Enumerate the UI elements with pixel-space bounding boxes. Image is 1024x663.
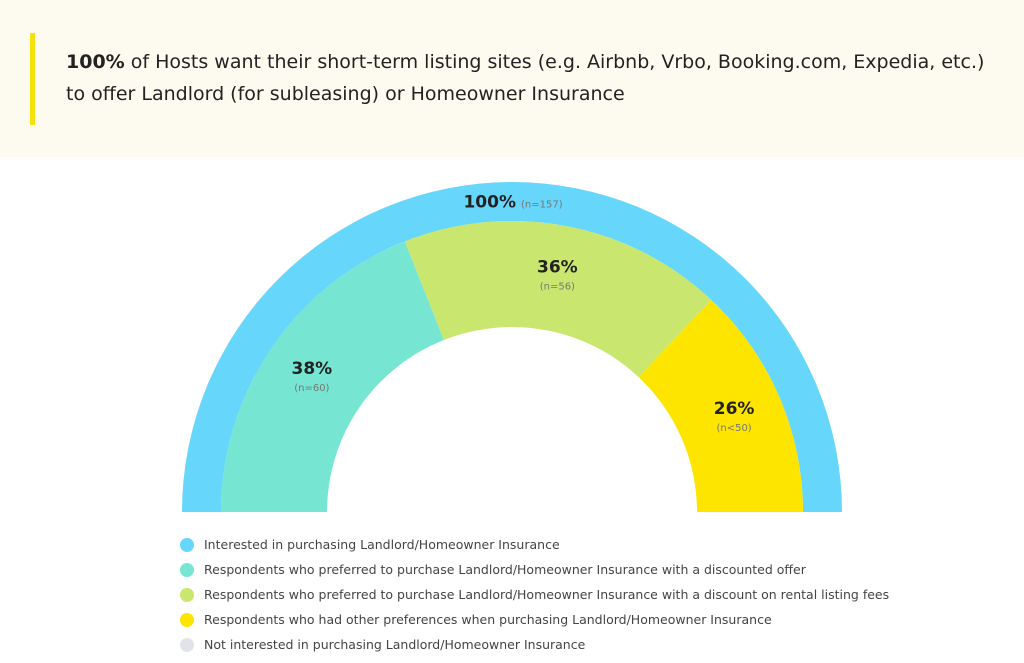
segment-discounted-offer-percent: 38% bbox=[291, 358, 333, 379]
segment-discounted-offer-count: (n=60) bbox=[294, 382, 330, 394]
legend-swatch bbox=[180, 613, 194, 627]
chart-legend bbox=[180, 532, 889, 657]
legend-label: Interested in purchasing Landlord/Homeowner Insurance bbox=[204, 537, 560, 552]
headline-highlight: 100% bbox=[66, 51, 125, 73]
legend-item-not-interested bbox=[180, 632, 889, 657]
outer-count-label: (n=157) bbox=[521, 199, 563, 211]
segment-other-preferences-count: (n<50) bbox=[716, 422, 752, 434]
legend-item-other-preferences bbox=[180, 607, 889, 632]
legend-label: Respondents who preferred to purchase Landlord/Homeowner Insurance with a discount on rental listing fees bbox=[204, 587, 890, 602]
legend-swatch bbox=[180, 588, 194, 602]
legend-item-interested bbox=[180, 532, 889, 557]
legend-label: Respondents who had other preferences when purchasing Landlord/Homeowner Insurance bbox=[204, 612, 772, 627]
legend-swatch bbox=[180, 538, 194, 552]
legend-label: Respondents who preferred to purchase Landlord/Homeowner Insurance with a discounted offer bbox=[204, 562, 806, 577]
legend-label: Not interested in purchasing Landlord/Homeowner Insurance bbox=[204, 637, 586, 652]
segment-discount-listing-fees-count: (n=56) bbox=[539, 281, 575, 293]
legend-item-discount-listing-fees bbox=[180, 582, 889, 607]
legend-swatch bbox=[180, 638, 194, 652]
headline-text: of Hosts want their short-term listing sites (e.g. Airbnb, Vrbo, Booking.com, Expedia, etc.) to offer Landlord (for subleasing) or Homeowner Insurance bbox=[66, 51, 985, 105]
segment-discount-listing-fees-percent: 36% bbox=[536, 257, 578, 278]
legend-swatch bbox=[180, 563, 194, 577]
legend-item-discounted-offer bbox=[180, 557, 889, 582]
outer-percent-label: 100% bbox=[463, 192, 516, 213]
segment-other-preferences-percent: 26% bbox=[713, 398, 755, 419]
